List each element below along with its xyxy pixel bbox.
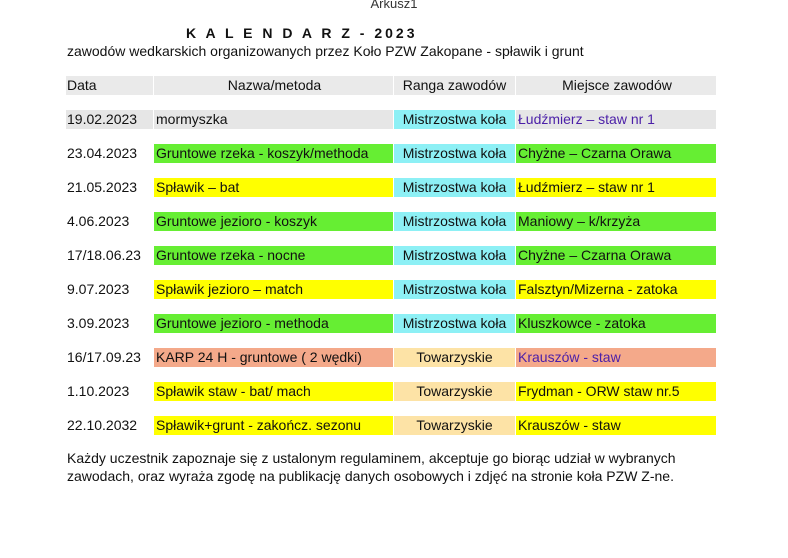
calendar-title: K A L E N D A R Z - 2023 [186,25,418,41]
table-header-row [66,76,716,95]
table-row [66,314,716,333]
event-rank: Mistrzostwa koła [394,280,516,299]
event-date: 9.07.2023 [66,280,154,299]
table-row [66,246,716,265]
calendar-table [66,76,716,435]
event-date: 1.10.2023 [66,382,154,401]
regulations-line-2: zawodach, oraz wyraża zgodę na publikację danych osobowych i zdjęć na stronie koła PZW Z-ne. [67,468,674,484]
calendar-subtitle: zawodów wedkarskich organizowanych przez Koło PZW Zakopane - spławik i grunt [67,43,584,59]
event-rank: Towarzyskie [394,382,516,401]
event-name-method: Spławik jezioro – match [154,280,394,299]
event-name-method: Spławik+grunt - zakończ. sezonu [154,416,394,435]
event-rank: Mistrzostwa koła [394,178,516,197]
sheet-name: Arkusz1 [370,0,418,11]
event-name-method: Gruntowe jezioro - methoda [154,314,394,333]
event-rank: Mistrzostwa koła [394,246,516,265]
event-name-method: Gruntowe rzeka - nocne [154,246,394,265]
event-rank: Towarzyskie [394,416,516,435]
event-place: Frydman - ORW staw nr.5 [516,382,716,401]
event-date: 23.04.2023 [66,144,154,163]
event-rank: Mistrzostwa koła [394,110,516,129]
table-row [66,348,716,367]
event-date: 16/17.09.23 [66,348,154,367]
table-row [66,416,716,435]
event-name-method: Spławik staw - bat/ mach [154,382,394,401]
row-spacer [66,299,716,314]
row-spacer [66,231,716,246]
event-date: 22.10.2032 [66,416,154,435]
event-rank: Towarzyskie [394,348,516,367]
event-place: Chyżne – Czarna Orawa [516,144,716,163]
event-place: Falsztyn/Mizerna - zatoka [516,280,716,299]
row-spacer [66,129,716,144]
event-place: Łudźmierz – staw nr 1 [516,178,716,197]
header-name-method: Nazwa/metoda [154,76,394,95]
regulations-line-1: Każdy uczestnik zapoznaje się z ustalonym regulaminem, akceptuje go biorąc udział w wybranych [67,450,676,466]
row-spacer [66,197,716,212]
event-name-method: Gruntowe rzeka - koszyk/methoda [154,144,394,163]
event-name-method: KARP 24 H - gruntowe ( 2 wędki) [154,348,394,367]
row-spacer [66,265,716,280]
event-place: Kluszkowce - zatoka [516,314,716,333]
row-spacer [66,333,716,348]
event-date: 21.05.2023 [66,178,154,197]
event-date: 19.02.2023 [66,110,154,129]
event-name-method: Spławik – bat [154,178,394,197]
event-place: Maniowy – k/krzyża [516,212,716,231]
table-row [66,280,716,299]
header-place: Miejsce zawodów [516,76,716,95]
header-rank: Ranga zawodów [394,76,516,95]
event-rank: Mistrzostwa koła [394,212,516,231]
event-place: Łudźmierz – staw nr 1 [516,110,716,129]
header-date: Data [66,76,154,95]
row-spacer [66,367,716,382]
regulations-note [67,449,767,485]
table-row [66,212,716,231]
table-row [66,110,716,129]
event-place: Chyżne – Czarna Orawa [516,246,716,265]
table-row [66,178,716,197]
event-rank: Mistrzostwa koła [394,314,516,333]
event-place: Krauszów - staw [516,348,716,367]
event-date: 17/18.06.23 [66,246,154,265]
row-spacer [66,401,716,416]
event-rank: Mistrzostwa koła [394,144,516,163]
row-spacer [66,163,716,178]
event-date: 4.06.2023 [66,212,154,231]
event-place: Krauszów - staw [516,416,716,435]
event-name-method: mormyszka [154,110,394,129]
row-spacer [66,95,716,110]
table-body [66,95,716,435]
table-row [66,382,716,401]
table-row [66,144,716,163]
event-name-method: Gruntowe jezioro - koszyk [154,212,394,231]
event-date: 3.09.2023 [66,314,154,333]
